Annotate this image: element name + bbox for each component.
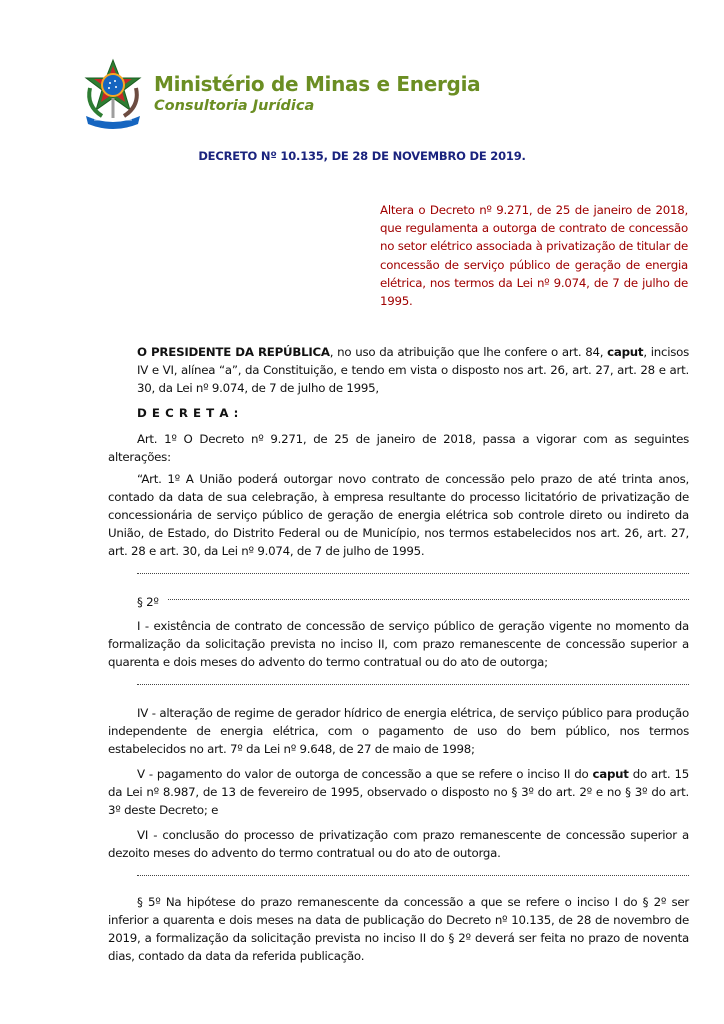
coat-of-arms-emblem — [80, 58, 146, 130]
president-label: O PRESIDENTE DA REPÚBLICA — [137, 345, 330, 359]
caput-label: caput — [592, 767, 629, 781]
inciso-iv: IV - alteração de regime de gerador hídrico de energia elétrica, de serviço público para produção independente de energia elétrica, com o pagamento de uso do bem público, nos termos estabelecidos no art. 7º da Lei nº 9.648, de 27 de maio de 1998; — [108, 706, 689, 756]
dotted-separator — [137, 874, 689, 876]
ministry-name: Ministério de Minas e Energia — [154, 72, 481, 96]
art1-quote: “Art. 1º A União poderá outorgar novo contrato de concessão pelo prazo de até trinta anos, contado da data de sua celebração, à empresa resultante do processo licitatório de privatização de concessionária de serviço público de geração de energia elétrica sob controle direto ou indireto da União, de Estado, do Distrito Federal ou de Município, nos termos estabelecidos nos art. 26, art. 27, art. 28 e art. 30, da Lei nº 9.074, de 7 de julho de 1995. — [108, 472, 689, 558]
dotted-separator — [168, 598, 689, 600]
preamble-text-a: , no uso da atribuição que lhe confere o art. 84, — [329, 345, 608, 359]
dotted-separator — [137, 683, 689, 685]
caput-label: caput — [607, 345, 644, 359]
decree-title: DECRETO Nº 10.135, DE 28 DE NOVEMBRO DE 2019. — [198, 149, 526, 163]
paragraph2-label: § 2º — [137, 595, 159, 609]
consultoria-juridica: Consultoria Jurídica — [154, 98, 315, 114]
decreta-label: D E C R E T A : — [137, 406, 239, 420]
inciso-vi: VI - conclusão do processo de privatização com prazo remanescente de concessão superior a dezoito meses do advento do termo contratual ou do ato de outorga. — [108, 828, 689, 860]
inciso-v-text-a: V - pagamento do valor de outorga de concessão a que se refere o inciso II do — [137, 767, 593, 781]
inciso-v — [108, 766, 689, 820]
ementa: Altera o Decreto nº 9.271, de 25 de janeiro de 2018, que regulamenta a outorga de contrato de concessão no setor elétrico associada à privatização de titular de concessão de serviço público de geração de energia elétrica, nos termos da Lei nº 9.074, de 7 de julho de 1995. — [380, 203, 688, 309]
preamble-text-b: , incisos IV e VI, alínea “a”, da Constituição, e tendo em vista o disposto nos art. 26, art. 27, art. 28 e art. 30, da Lei nº 9.074, de 7 de julho de 1995, — [137, 345, 689, 395]
art1-intro: Art. 1º O Decreto nº 9.271, de 25 de janeiro de 2018, passa a vigorar com as seguintes alterações: — [108, 432, 689, 464]
inciso-v-text-b: do art. 15 da Lei nº 8.987, de 13 de fevereiro de 1995, observado o disposto no § 3º do art. 2º e no § 3º do art. 3º deste Decreto; e — [108, 767, 689, 817]
inciso-i: I - existência de contrato de concessão de serviço público de geração vigente no momento da formalização da solicitação prevista no inciso II, com prazo remanescente de concessão superior a quarenta e dois meses do advento do termo contratual ou do ato de outorga; — [108, 619, 689, 669]
dotted-separator — [137, 572, 689, 574]
preamble — [137, 344, 689, 398]
paragraph5: § 5º Na hipótese do prazo remanescente da concessão a que se refere o inciso I do § 2º ser inferior a quarenta e dois meses na data de publicação do Decreto nº 10.135, de 28 de novembro de 2019, a formalização da solicitação prevista no inciso II do § 2º deverá ser feita no prazo de noventa dias, contado da data da referida publicação. — [108, 895, 689, 963]
